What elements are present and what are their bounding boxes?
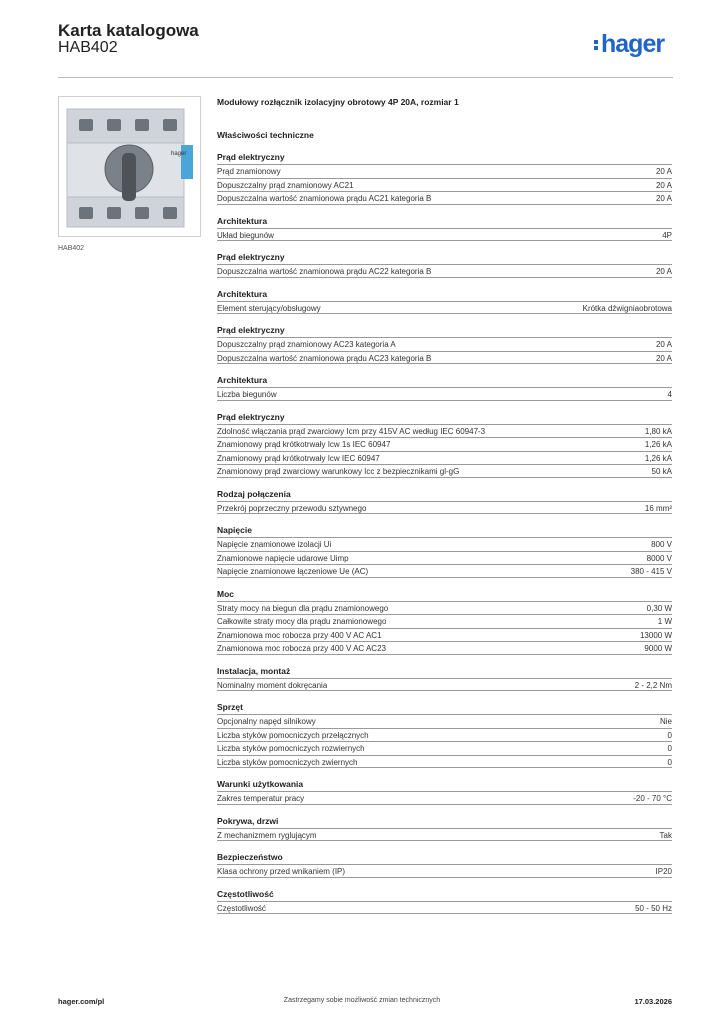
section-title: Architektura [217,375,268,385]
footer-note: Zastrzegamy sobie możliwość zmian technicznych [283,997,441,1004]
spec-label: Nominalny moment dokręcania [217,680,328,690]
spec-value: 20 A [655,180,672,190]
spec-value: 9000 W [644,644,672,653]
spec-label: Układ biegunów [217,230,274,240]
section-title: Prąd elektryczny [217,325,285,335]
spec-row [217,628,672,642]
section-rows [217,164,672,205]
spec-value: 0 [667,757,672,767]
section-title: Pokrywa, drzwi [217,815,279,826]
spec-value: 1,26 kA [644,453,672,463]
spec-label: Zdolność włączania prąd zwarciowy Icm przy 415V AC według IEC 60947-3 [217,426,486,436]
spec-section [217,214,672,242]
spec-value: 50 kA [651,467,672,476]
page-title: Karta katalogowa [58,21,199,40]
spec-row [217,424,672,438]
spec-row [217,464,672,478]
spec-value: 1,80 kA [644,426,672,436]
spec-section [217,887,672,915]
spec-row [217,178,672,192]
section-rows [217,501,672,515]
section-title: Prąd elektryczny [217,252,285,262]
spec-value: 380 - 415 V [630,567,672,576]
spec-label: Prąd znamionowy [217,167,281,176]
spec-label: Dopuszczalny prąd znamionowy AC23 kategoria A [217,340,396,349]
spec-label: Znamionowy prąd zwarciowy warunkowy Icc z bezpiecznikami gl-gG [217,467,460,476]
spec-row [217,551,672,565]
spec-value: 16 mm² [644,503,672,513]
spec-row [217,537,672,551]
spec-row [217,828,672,842]
spec-row [217,741,672,755]
spec-row [217,614,672,628]
spec-row [217,164,672,178]
spec-section [217,487,672,515]
spec-value: IP20 [655,867,672,876]
spec-sections [217,150,672,914]
product-image [58,96,201,237]
spec-value: 20 A [655,267,672,276]
spec-content [217,96,672,914]
product-image-caption: HAB402 [58,245,85,252]
section-rows [217,714,672,768]
spec-section [217,777,672,805]
logo-dots-icon [594,38,599,52]
spec-label: Całkowite straty mocy dla prądu znamionowego [217,617,387,626]
section-rows [217,337,672,364]
spec-value: 1,26 kA [644,440,672,449]
spec-section [217,250,672,278]
section-title: Moc [217,588,234,599]
spec-row [217,264,672,278]
spec-section [217,287,672,315]
section-title: Napięcie [217,525,252,535]
spec-row [217,864,672,878]
spec-label: Przekrój poprzeczny przewodu sztywnego [217,503,367,513]
product-description: Modułowy rozłącznik izolacyjny obrotowy 4P 20A, rozmiar 1 [217,97,459,107]
spec-value: 4 [667,390,672,399]
spec-section [217,664,672,692]
spec-value: 20 A [655,194,672,203]
spec-label: Znamionowy prąd krótkotrwały Icw 1s IEC 60947 [217,440,391,449]
section-rows [217,901,672,915]
spec-label: Dopuszczalna wartość znamionowa prądu AC21 kategoria B [217,194,432,203]
spec-label: Liczba styków pomocniczych zwiernych [217,757,358,767]
section-rows [217,301,672,315]
section-rows [217,791,672,805]
section-title: Częstotliwość [217,888,274,899]
spec-label: Dopuszczalna wartość znamionowa prądu AC23 kategoria B [217,353,432,363]
section-rows [217,228,672,242]
section-rows [217,678,672,692]
spec-section [217,323,672,364]
spec-row [217,387,672,401]
spec-row [217,437,672,451]
spec-section [217,410,672,478]
spec-label: Częstotliwość [217,903,266,913]
section-title: Prąd elektryczny [217,152,285,162]
spec-label: Zakres temperatur pracy [217,794,305,803]
spec-label: Straty mocy na biegun dla prądu znamionowego [217,603,389,613]
spec-value: 20 A [655,167,672,176]
spec-row [217,451,672,465]
section-title: Instalacja, montaż [217,665,291,676]
section-rows [217,424,672,478]
spec-label: Liczba styków pomocniczych przełącznych [217,730,369,740]
spec-label: Element sterujący/obsługowy [217,303,321,313]
spec-value: Tak [659,830,672,840]
spec-section [217,373,672,401]
spec-row [217,678,672,692]
spec-section [217,150,672,205]
section-title: Sprzęt [217,702,243,712]
spec-row [217,191,672,205]
spec-row [217,301,672,315]
spec-value: Nie [659,717,672,726]
spec-label: Znamionowa moc robocza przy 400 V AC AC23 [217,644,386,653]
spec-value: 0,30 W [646,603,672,613]
spec-row [217,337,672,351]
spec-label: Dopuszczalna wartość znamionowa prądu AC22 kategoria B [217,267,432,276]
spec-label: Napięcie znamionowe łączeniowe Ue (AC) [217,567,369,576]
section-rows [217,387,672,401]
spec-row [217,641,672,655]
spec-value: Krótka dźwigniaobrotowa [582,303,672,313]
spec-row [217,755,672,769]
section-title: Architektura [217,288,268,299]
spec-value: 2 - 2,2 Nm [634,680,672,690]
hager-logo [594,30,664,59]
spec-label: Dopuszczalny prąd znamionowy AC21 [217,180,354,190]
section-title: Rodzaj połączenia [217,488,291,499]
section-rows [217,601,672,655]
footer-website: hager.com/pl [58,997,105,1006]
spec-value: 0 [667,744,672,753]
spec-row [217,601,672,615]
section-rows [217,828,672,842]
spec-value: 0 [667,730,672,740]
spec-label: Liczba styków pomocniczych rozwiernych [217,744,365,753]
spec-value: 50 - 50 Hz [635,903,672,913]
spec-row [217,564,672,578]
header-divider [58,77,673,78]
section-title: Prąd elektryczny [217,411,285,422]
spec-section [217,700,672,768]
spec-label: Znamionowy prąd krótkotrwały Icw IEC 60947 [217,453,380,463]
logo-text: hager [601,30,665,58]
spec-label: Klasa ochrony przed wnikaniem (IP) [217,867,346,876]
product-code: HAB402 [58,39,118,56]
spec-value: 4P [662,230,672,240]
spec-section [217,587,672,655]
spec-value: 20 A [655,340,672,349]
spec-label: Z mechanizmem ryglującym [217,830,317,840]
svg-text:hager: hager [171,151,187,157]
spec-value: 8000 V [646,553,672,563]
spec-section [217,814,672,842]
spec-row [217,728,672,742]
spec-value: 20 A [655,353,672,363]
footer-date: 17.03.2026 [634,997,672,1006]
section-rows [217,864,672,878]
spec-row [217,714,672,728]
spec-value: -20 - 70 °C [633,794,672,803]
section-title: Architektura [217,215,268,226]
spec-section [217,850,672,878]
tech-properties-heading: Właściwości techniczne [217,130,314,140]
spec-row [217,791,672,805]
spec-label: Opcjonalny napęd silnikowy [217,717,316,726]
switch-disconnector-illustration [59,97,200,236]
section-rows [217,264,672,278]
spec-section [217,523,672,578]
spec-row [217,501,672,515]
spec-row [217,228,672,242]
spec-value: 1 W [657,617,672,626]
spec-value: 800 V [651,540,672,549]
spec-label: Znamionowe napięcie udarowe Uimp [217,553,349,563]
spec-row [217,351,672,365]
section-title: Bezpieczeństwo [217,852,283,862]
spec-label: Liczba biegunów [217,390,277,399]
spec-value: 13000 W [639,630,672,640]
spec-label: Znamionowa moc robocza przy 400 V AC AC1 [217,630,382,640]
spec-row [217,901,672,915]
section-rows [217,537,672,578]
spec-label: Napięcie znamionowe izolacji Ui [217,540,332,549]
section-title: Warunki użytkowania [217,779,304,789]
